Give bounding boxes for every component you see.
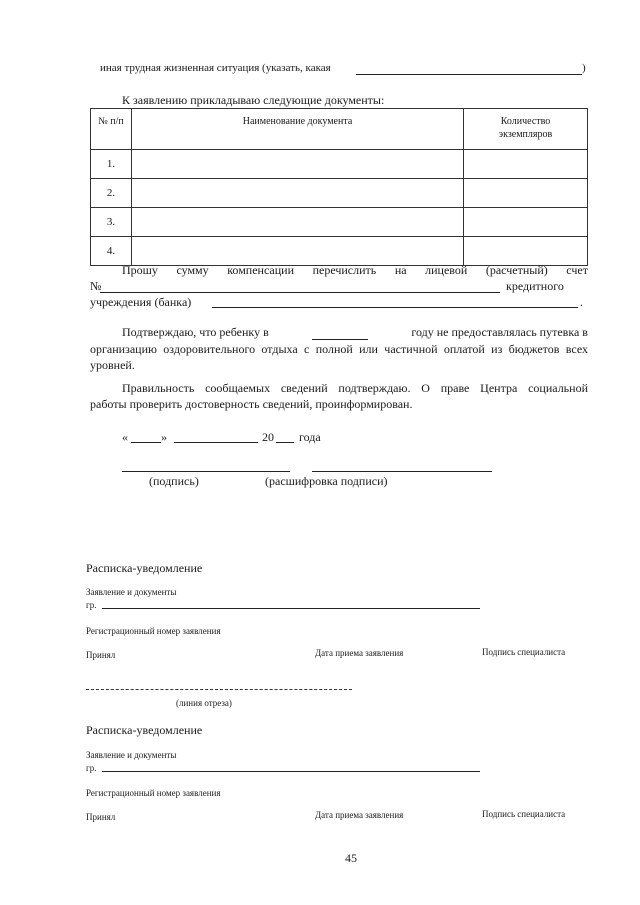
quantity-cell[interactable] xyxy=(464,237,588,266)
bank-end-period: . xyxy=(580,295,583,309)
receipt1-citizen-prefix: гр. xyxy=(86,600,97,610)
receipt2-citizen-field[interactable] xyxy=(102,771,480,772)
confirm-voucher-tail: году не предоставлялась путевка в xyxy=(411,325,588,339)
account-number-field[interactable] xyxy=(100,292,500,293)
date-year-field[interactable] xyxy=(276,442,294,443)
date-month-field[interactable] xyxy=(174,442,258,443)
attach-intro: К заявлению прикладываю следующие документы: xyxy=(122,93,385,107)
transfer-word: перечислить xyxy=(312,263,377,277)
date-close-quote: » xyxy=(161,430,167,444)
signature-decode-field[interactable] xyxy=(312,471,492,472)
confirm-voucher-lead: Подтверждаю, что ребенку в xyxy=(122,325,269,339)
header-document-name: Наименование документа xyxy=(132,109,464,150)
header-quantity xyxy=(464,109,588,150)
table-row xyxy=(91,150,588,179)
quantity-cell[interactable] xyxy=(464,208,588,237)
credit-word: кредитного xyxy=(506,279,564,293)
document-name-cell[interactable] xyxy=(132,237,464,266)
receipt1-docs-label: Заявление и документы xyxy=(86,587,177,597)
receipt2-date-label: Дата приема заявления xyxy=(315,810,404,820)
document-name-cell[interactable] xyxy=(132,150,464,179)
document-name-cell[interactable] xyxy=(132,179,464,208)
row-number: 4. xyxy=(91,237,132,266)
receipt2-reg-label: Регистрационный номер заявления xyxy=(86,788,221,798)
header-number: № п/п xyxy=(91,109,132,150)
transfer-word: Прошу xyxy=(122,263,158,277)
header-quantity-line1: Количество xyxy=(500,116,551,127)
signature-decode-label: (расшифровка подписи) xyxy=(265,474,388,488)
account-number-prefix: № xyxy=(90,279,102,293)
receipt1-citizen-field[interactable] xyxy=(102,608,480,609)
transfer-word: лицевой xyxy=(425,263,468,277)
bank-field[interactable] xyxy=(212,307,578,308)
transfer-request-line xyxy=(122,263,588,278)
transfer-word: на xyxy=(394,263,407,277)
confirm-info-line2: работы проверить достоверность сведений, проинформирован. xyxy=(90,397,413,411)
voucher-year-field[interactable] xyxy=(312,328,368,340)
confirm-info-line1-text: Правильность сообщаемых сведений подтверждаю. О праве Центра социальной xyxy=(122,381,588,395)
receipt2-signature-label: Подпись специалиста xyxy=(482,809,566,819)
bank-label: учреждения (банка) xyxy=(90,295,192,309)
page-number: 45 xyxy=(345,851,357,865)
date-open-quote: « xyxy=(122,430,128,444)
table-row xyxy=(91,179,588,208)
receipt1-date-label: Дата приема заявления xyxy=(315,648,404,658)
receipt1-title: Расписка-уведомление xyxy=(86,561,203,575)
row-number: 1. xyxy=(91,150,132,179)
transfer-word: (расчетный) xyxy=(485,263,548,277)
confirm-voucher-line1 xyxy=(122,325,588,340)
quantity-cell[interactable] xyxy=(464,150,588,179)
cut-line-label: (линия отреза) xyxy=(176,698,232,708)
date-day-field[interactable] xyxy=(131,442,161,443)
transfer-word: сумму xyxy=(176,263,209,277)
transfer-word: компенсации xyxy=(227,263,295,277)
date-year-prefix: 20 xyxy=(262,430,274,444)
receipt1-reg-label: Регистрационный номер заявления xyxy=(86,626,221,636)
date-year-word: года xyxy=(299,430,321,444)
table-header-row xyxy=(91,109,588,150)
row-number: 3. xyxy=(91,208,132,237)
receipt2-title: Расписка-уведомление xyxy=(86,723,203,737)
other-situation-close: ) xyxy=(582,62,586,74)
confirm-voucher-rest: организацию оздоровительного отдыха с полной или частичной оплатой из бюджетов всех уровней. xyxy=(90,342,588,372)
receipt2-citizen-prefix: гр. xyxy=(86,763,97,773)
transfer-word: счет xyxy=(566,263,588,277)
receipt2-docs-label: Заявление и документы xyxy=(86,750,177,760)
receipt1-signature-label: Подпись специалиста xyxy=(482,647,566,657)
cut-line xyxy=(86,689,352,690)
other-situation-field[interactable] xyxy=(356,74,582,75)
confirm-info-line1 xyxy=(122,381,588,396)
receipt2-accepted: Принял xyxy=(86,812,116,822)
header-quantity-line2: экземпляров xyxy=(498,129,553,140)
quantity-cell[interactable] xyxy=(464,179,588,208)
table-row xyxy=(91,237,588,266)
signature-label: (подпись) xyxy=(149,474,199,488)
table-row xyxy=(91,208,588,237)
document-name-cell[interactable] xyxy=(132,208,464,237)
documents-table xyxy=(90,108,588,266)
signature-field[interactable] xyxy=(122,471,290,472)
receipt1-accepted: Принял xyxy=(86,650,116,660)
other-situation-label: иная трудная жизненная ситуация (указать, какая xyxy=(100,62,331,74)
row-number: 2. xyxy=(91,179,132,208)
